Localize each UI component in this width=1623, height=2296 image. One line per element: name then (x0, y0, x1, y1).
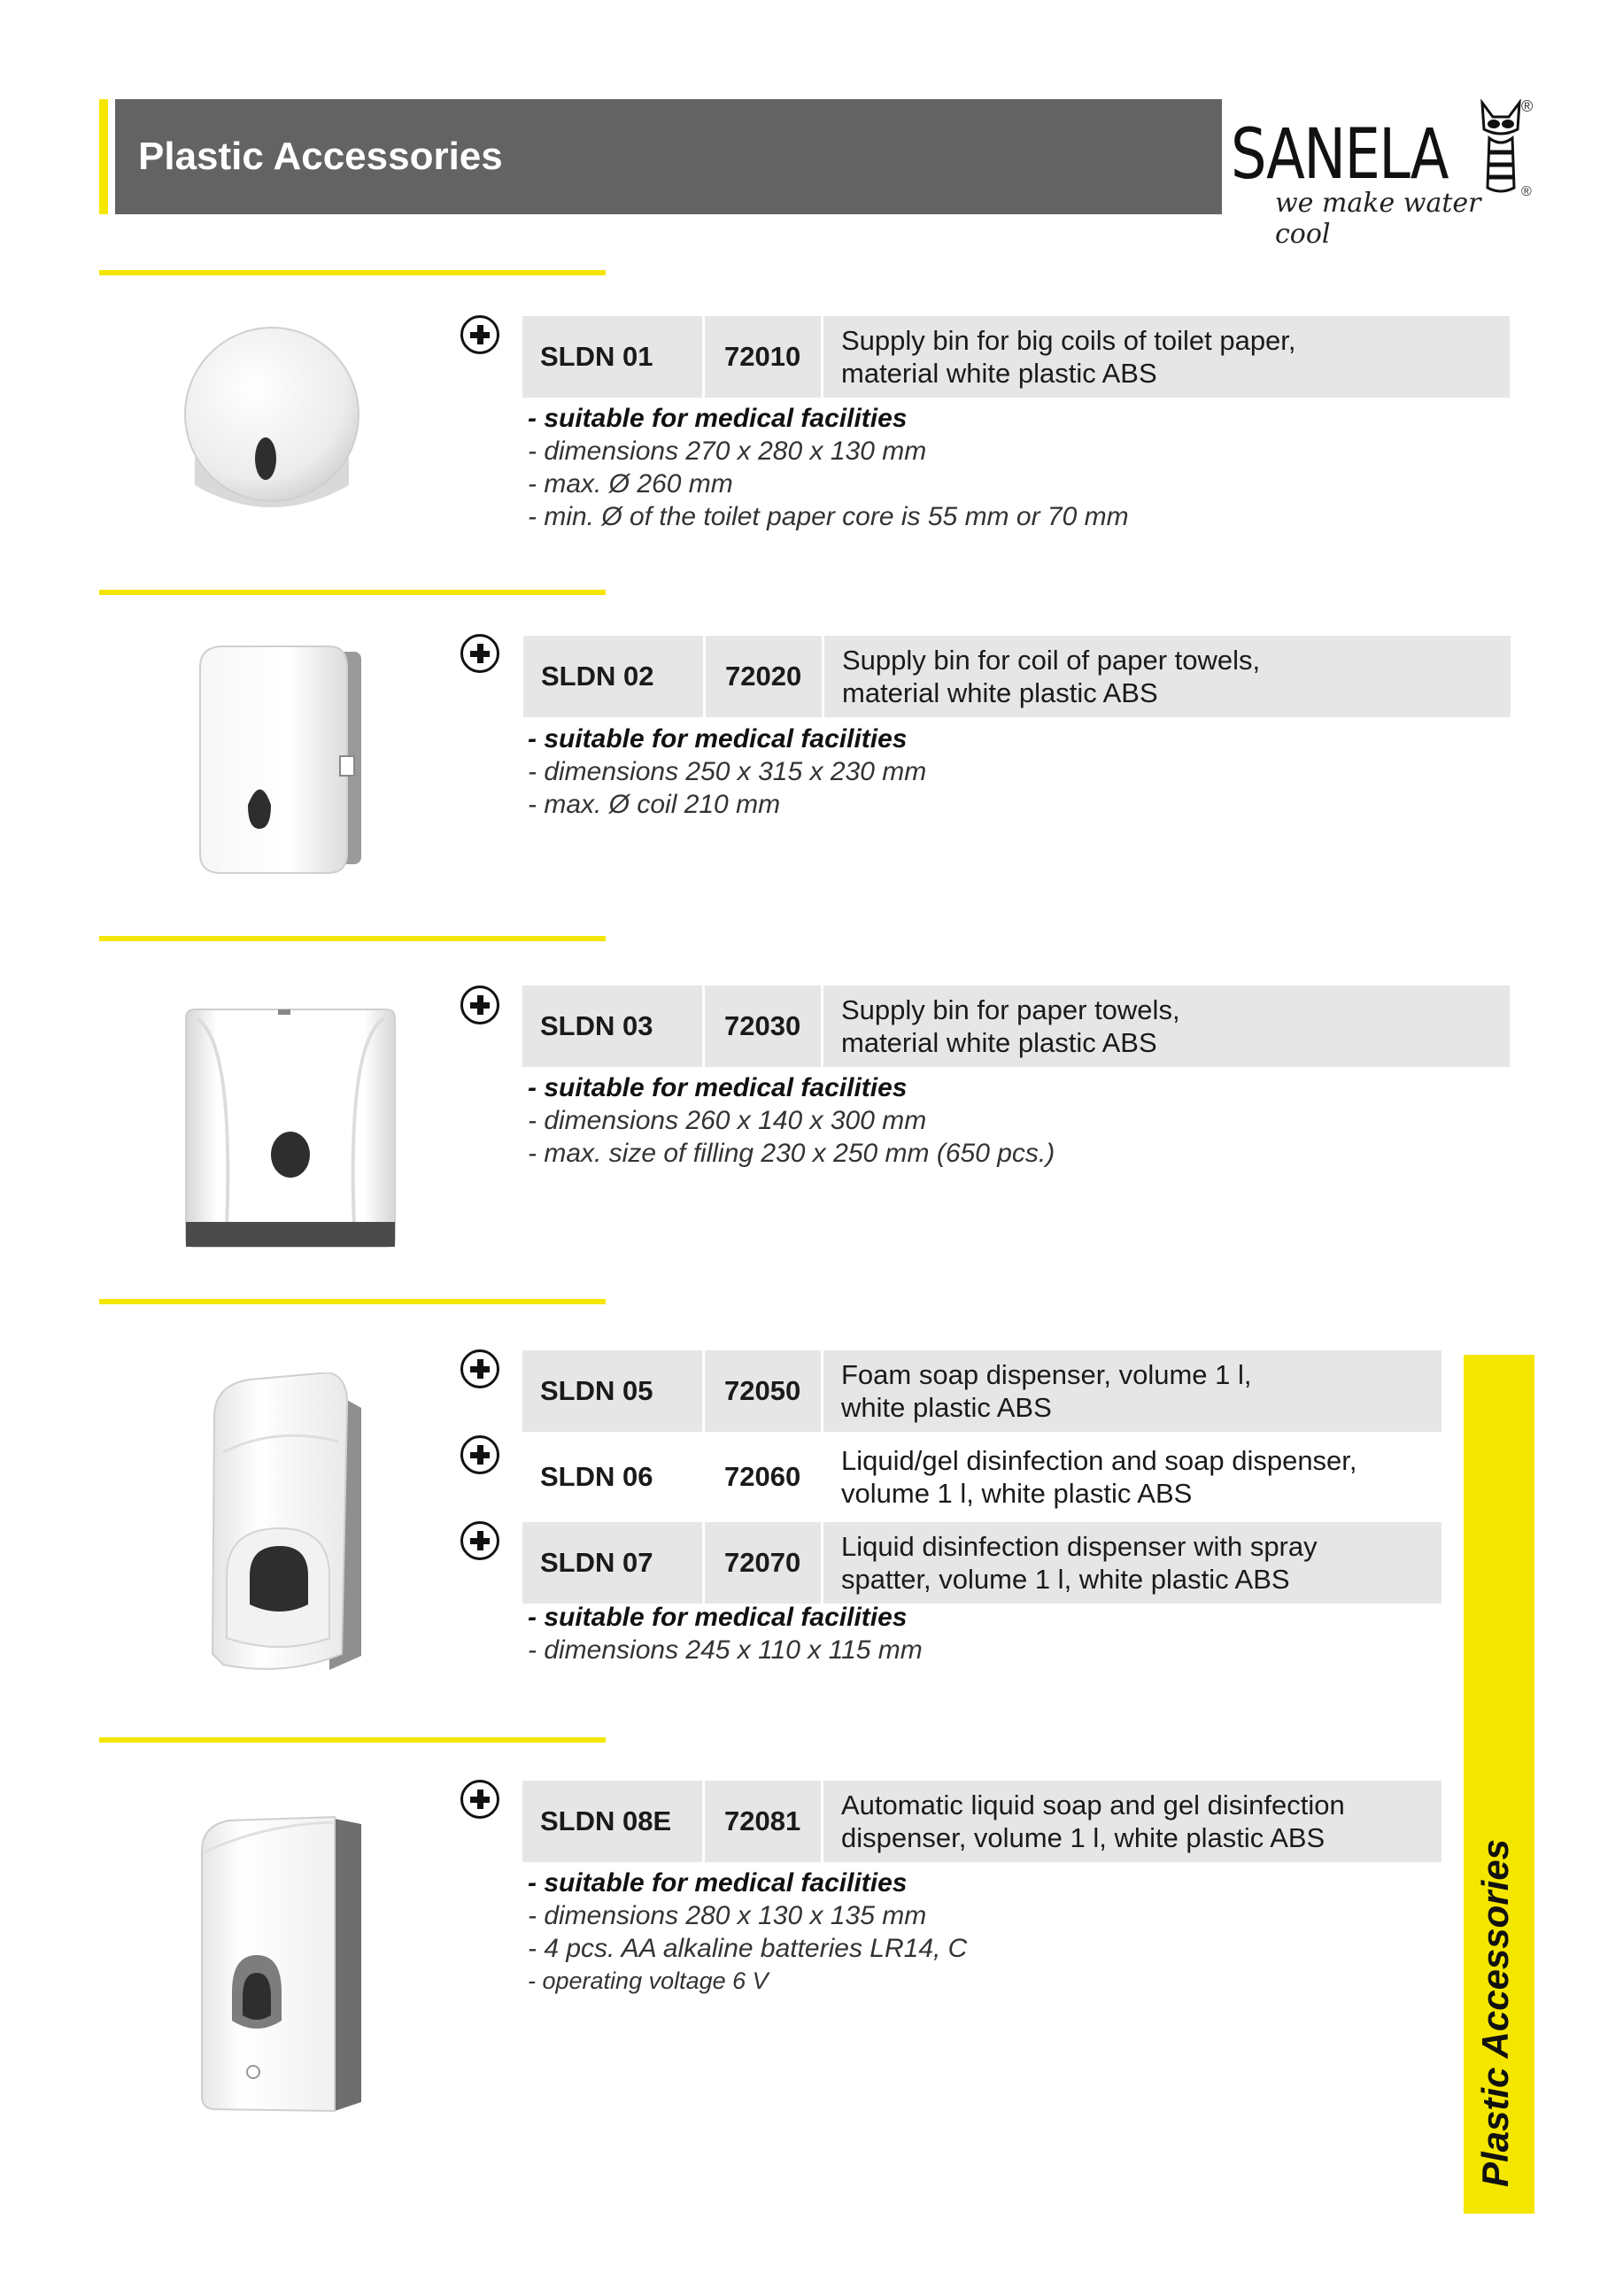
registered-mark: ® (1521, 97, 1534, 115)
plus-circle-icon (460, 634, 499, 673)
product-details (528, 1601, 923, 1666)
medical-note: - suitable for medical facilities (528, 404, 908, 433)
section-separator (99, 590, 606, 595)
paper-towel-dispenser-image (181, 1006, 400, 1250)
description-line: Liquid/gel disinfection and soap dispenser, (841, 1445, 1357, 1476)
product-row (522, 1522, 1441, 1604)
detail-line: - max. Ø 260 mm (528, 469, 733, 499)
plus-circle-icon (460, 986, 499, 1024)
detail-line: - dimensions 260 x 140 x 300 mm (528, 1106, 927, 1135)
section-separator (99, 1737, 606, 1743)
product-number: 72010 (705, 316, 823, 398)
product-row (522, 1350, 1441, 1432)
description-line: Supply bin for big coils of toilet paper, (841, 325, 1296, 356)
description-line: Supply bin for paper towels, (841, 994, 1180, 1025)
section-separator (99, 936, 606, 941)
plus-circle-icon (460, 1349, 499, 1388)
page-title: Plastic Accessories (138, 135, 503, 178)
detail-line: - dimensions 245 x 110 x 115 mm (528, 1635, 923, 1665)
detail-line: - dimensions 250 x 315 x 230 mm (528, 757, 927, 786)
description-line: white plastic ABS (841, 1392, 1052, 1423)
product-details (528, 1071, 1055, 1170)
description-line: material white plastic ABS (841, 358, 1157, 389)
raccoon-mascot-icon (1477, 99, 1525, 195)
product-description (823, 1530, 1441, 1596)
automatic-dispenser-image (193, 1815, 368, 2113)
detail-line: - min. Ø of the toilet paper core is 55 mm or 70 mm (528, 502, 1129, 531)
description-line: Liquid disinfection dispenser with spray (841, 1531, 1318, 1562)
product-description (823, 324, 1510, 390)
plus-circle-icon (460, 315, 499, 354)
section-separator (99, 270, 606, 275)
product-row (522, 1436, 1441, 1518)
product-description (823, 993, 1510, 1059)
paper-towel-coil-dispenser-image (197, 641, 365, 878)
detail-line: - operating voltage 6 V (528, 1967, 769, 1994)
description-line: Supply bin for coil of paper towels, (842, 645, 1261, 676)
description-line: spatter, volume 1 l, white plastic ABS (841, 1564, 1290, 1595)
product-row (522, 316, 1510, 398)
header-bar (115, 99, 1222, 214)
detail-line: - max. Ø coil 210 mm (528, 790, 781, 819)
logo-wordmark: SANELA (1231, 115, 1448, 195)
plus-circle-icon (460, 1521, 499, 1560)
description-line: Foam soap dispenser, volume 1 l, (841, 1359, 1252, 1390)
product-code: SLDN 01 (522, 316, 705, 398)
logo-tagline: we make water cool (1275, 188, 1481, 250)
product-row (522, 986, 1510, 1067)
product-code: SLDN 07 (522, 1522, 705, 1604)
detail-line: - dimensions 270 x 280 x 130 mm (528, 437, 927, 466)
product-number: 72020 (706, 636, 824, 717)
product-row (522, 1781, 1441, 1862)
product-details (528, 723, 926, 821)
description-line: material white plastic ABS (841, 1027, 1157, 1058)
medical-note: - suitable for medical facilities (528, 1073, 908, 1102)
detail-line: - dimensions 280 x 130 x 135 mm (528, 1901, 927, 1930)
medical-note: - suitable for medical facilities (528, 1868, 908, 1898)
soap-dispenser-image (197, 1372, 370, 1679)
header-accent-bar (99, 99, 108, 214)
product-row (523, 636, 1511, 717)
plus-circle-icon (460, 1435, 499, 1474)
product-code: SLDN 06 (522, 1436, 705, 1518)
description-line: Automatic liquid soap and gel disinfection (841, 1790, 1345, 1821)
product-details (528, 402, 1129, 533)
product-description (823, 1789, 1441, 1854)
section-separator (99, 1299, 606, 1304)
product-description (823, 1444, 1441, 1510)
brand-logo (1231, 96, 1534, 250)
description-line: dispenser, volume 1 l, white plastic ABS (841, 1822, 1325, 1853)
product-code: SLDN 05 (522, 1350, 705, 1432)
product-description (823, 1358, 1441, 1424)
description-line: material white plastic ABS (842, 677, 1158, 708)
toilet-paper-dispenser-image (177, 308, 367, 531)
product-number: 72050 (705, 1350, 823, 1432)
product-number: 72081 (705, 1781, 823, 1862)
side-section-tab (1464, 1355, 1534, 2214)
product-code: SLDN 03 (522, 986, 705, 1067)
product-details (528, 1867, 967, 1998)
plus-circle-icon (460, 1780, 499, 1819)
detail-line: - 4 pcs. AA alkaline batteries LR14, C (528, 1934, 968, 1963)
product-description (824, 644, 1511, 709)
detail-line: - max. size of filling 230 x 250 mm (650 pcs.) (528, 1139, 1055, 1168)
product-code: SLDN 02 (523, 636, 706, 717)
product-number: 72030 (705, 986, 823, 1067)
side-tab-label: Plastic Accessories (1474, 1838, 1516, 2187)
registered-mark: ® (1521, 184, 1532, 199)
product-number: 72060 (705, 1436, 823, 1518)
medical-note: - suitable for medical facilities (528, 1603, 908, 1632)
product-code: SLDN 08E (522, 1781, 705, 1862)
product-number: 72070 (705, 1522, 823, 1604)
medical-note: - suitable for medical facilities (528, 724, 908, 754)
description-line: volume 1 l, white plastic ABS (841, 1478, 1193, 1509)
